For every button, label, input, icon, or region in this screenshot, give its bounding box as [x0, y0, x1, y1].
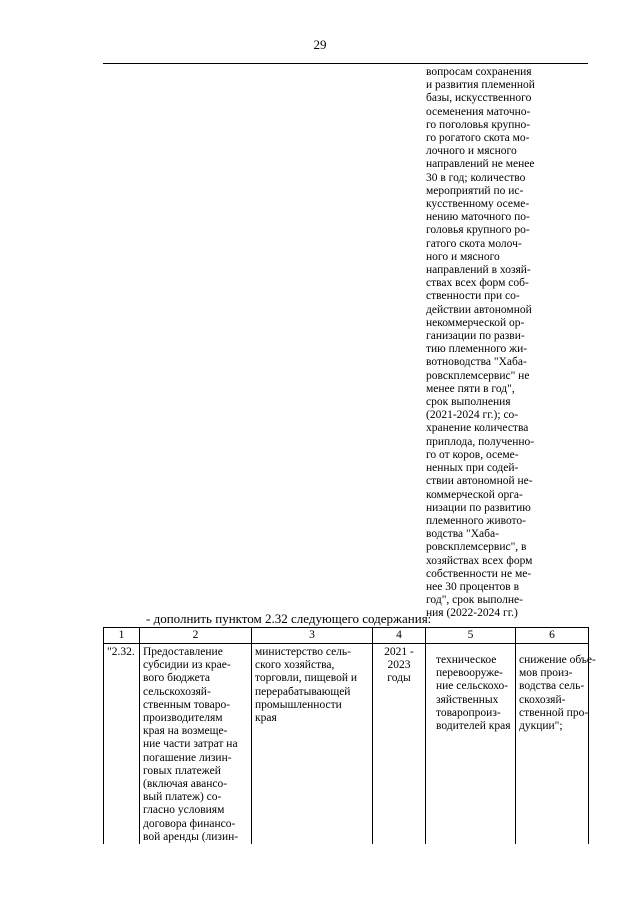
- header-col-5: 5: [426, 628, 516, 644]
- result-line: техническое: [436, 654, 497, 666]
- table-row: [104, 644, 589, 845]
- continued-cell-line: вопросам сохранения: [426, 66, 532, 78]
- continued-cell-line: го от коров, осеме-: [426, 448, 519, 461]
- indicator-cell: [516, 644, 596, 845]
- measure-line: производителям: [143, 712, 223, 725]
- continued-cell-line: менее пяти в год",: [426, 382, 515, 395]
- continued-cell-line: го поголовья крупно-: [426, 118, 531, 131]
- continued-cell-line: осеменения маточно-: [426, 105, 531, 118]
- measure-line: сельскохозяй-: [143, 685, 211, 698]
- continued-cell-line: ненных при содей-: [426, 462, 519, 475]
- measure-line: говых платежей: [143, 764, 221, 777]
- indicator-line: снижение объе-: [519, 654, 596, 666]
- indicator-line: мов произ-: [519, 667, 573, 680]
- continued-cell-line: собственности не ме-: [426, 567, 532, 580]
- executor-line: перерабатывающей: [255, 685, 351, 698]
- measure-line: (включая авансо-: [143, 778, 228, 791]
- continued-cell-line: ного и мясного: [426, 250, 500, 263]
- measure-line: договора финансо-: [143, 817, 236, 830]
- executor-line: министерство сель-: [255, 646, 351, 658]
- term-line: 2023: [387, 659, 411, 672]
- continued-cell-line: ствии автономной не-: [426, 475, 533, 488]
- continued-cell-line: коммерческой орга-: [426, 488, 523, 501]
- indicator-line: водства сель-: [519, 680, 585, 693]
- continued-cell-line: вотноводства "Хаба-: [426, 356, 527, 369]
- header-col-2: 2: [140, 628, 252, 644]
- continued-cell-line: и развития племенной: [426, 79, 535, 92]
- continued-cell-line: год", срок выполне-: [426, 594, 523, 607]
- continued-cell-line: хозяйствах всех форм: [426, 554, 533, 567]
- measures-table: [103, 627, 596, 844]
- result-line: перевооруже-: [436, 667, 503, 680]
- continued-cell-line: водства "Хаба-: [426, 528, 499, 541]
- continued-cell-line: лочного и мясного: [426, 145, 517, 158]
- row-number-cell: [104, 644, 140, 845]
- continued-cell-line: (2021-2024 гг.); со-: [426, 409, 519, 422]
- addition-note: - дополнить пунктом 2.32 следующего содержания:: [146, 611, 432, 626]
- measure-line: вой аренды (лизин-: [143, 830, 239, 843]
- indicator-line: скохозяй-: [519, 693, 566, 706]
- page-number: 29: [313, 37, 327, 52]
- measure-line: ственным товаро-: [143, 698, 231, 711]
- measure-line: края на возмеще-: [143, 725, 228, 738]
- continued-cell-line: гатого скота молоч-: [426, 237, 522, 250]
- measure-line: Предоставление: [143, 646, 223, 658]
- continued-cell-line: нее 30 процентов в: [426, 580, 520, 593]
- term-line: годы: [387, 672, 411, 685]
- measure-line: гласно условиям: [143, 804, 225, 817]
- executor-line: промышленности: [255, 698, 342, 711]
- header-col-6: 6: [516, 628, 589, 644]
- executor-line: торговли, пищевой и: [255, 672, 358, 685]
- continued-cell-line: ственности при со-: [426, 290, 520, 303]
- continued-cell-line: направлений не менее: [426, 158, 535, 171]
- term-cell: [373, 644, 426, 845]
- measure-cell: [140, 644, 252, 845]
- indicator-line: ственной про-: [519, 706, 589, 719]
- continued-cell-line: хранение количества: [426, 422, 529, 435]
- continued-cell-line: ровскплемсервис", в: [426, 541, 527, 554]
- result-line: товаропроиз-: [436, 706, 501, 719]
- measure-line: вого бюджета: [143, 672, 211, 685]
- continued-cell-line: низации по развитию: [426, 501, 531, 514]
- table-top-rule: [103, 63, 588, 64]
- result-cell: [426, 644, 516, 845]
- continued-cell-line: некоммерческой ор-: [426, 316, 525, 329]
- measures-table-wrap: [103, 627, 596, 844]
- measure-line: ние части затрат на: [143, 738, 238, 751]
- continued-cell-line: нению маточного по-: [426, 211, 530, 224]
- continued-cell-line: направлений в хозяй-: [426, 264, 531, 277]
- header-col-4: 4: [373, 628, 426, 644]
- executor-cell: [252, 644, 373, 845]
- measure-line: погашение лизин-: [143, 751, 232, 764]
- continued-cell-line: головья крупного ро-: [426, 224, 530, 237]
- continued-cell-line: ствах всех форм соб-: [426, 277, 529, 290]
- header-col-1: 1: [104, 628, 140, 644]
- term-line: 2021 -: [384, 646, 414, 658]
- executor-line: края: [255, 712, 277, 725]
- result-line: ние сельскохо-: [436, 680, 509, 693]
- result-line: зяйственных: [436, 693, 499, 706]
- measure-line: вый платеж) со-: [143, 791, 222, 804]
- header-col-3: 3: [252, 628, 373, 644]
- result-line: водителей края: [436, 720, 511, 733]
- continued-cell-line: базы, искусственного: [426, 92, 532, 105]
- continued-cell-line: го рогатого скота мо-: [426, 132, 530, 145]
- continued-table-cell: [426, 66, 554, 621]
- indicator-line: дукции";: [519, 720, 563, 733]
- continued-cell-line: мероприятий по ис-: [426, 184, 524, 197]
- executor-line: ского хозяйства,: [255, 659, 335, 672]
- continued-cell-line: ния (2022-2024 гг.): [426, 607, 518, 620]
- measure-line: субсидии из крае-: [143, 659, 231, 672]
- continued-cell-line: племенного живото-: [426, 514, 526, 527]
- continued-cell-line: ганизации по разви-: [426, 330, 525, 343]
- continued-cell-line: приплода, полученно-: [426, 435, 535, 448]
- continued-cell-line: срок выполнения: [426, 396, 511, 409]
- table-header-row: [104, 628, 589, 644]
- continued-cell-line: действии автономной: [426, 303, 532, 316]
- row-number: "2.32.: [107, 646, 135, 658]
- continued-cell-line: 30 в год; количество: [426, 171, 526, 184]
- continued-cell-line: ровскплемсервис" не: [426, 369, 530, 382]
- continued-cell-line: тию племенного жи-: [426, 343, 528, 356]
- continued-cell-line: кусственному осеме-: [426, 198, 530, 211]
